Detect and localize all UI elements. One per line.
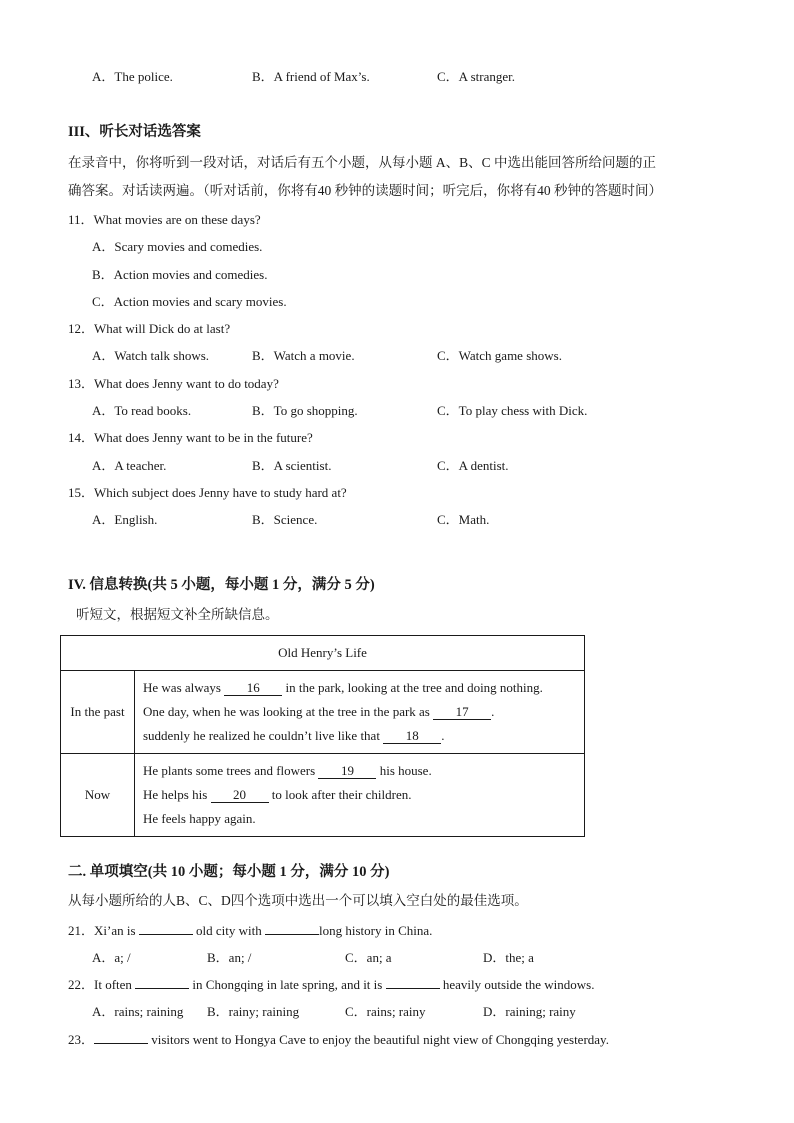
q12-option-a: A．Watch talk shows. (92, 348, 210, 363)
option-b: B．A friend of Max’s. (252, 69, 370, 84)
q15-option-b: B．Science. (252, 512, 318, 527)
q13-option-a: A．To read books. (92, 403, 192, 418)
text: . (441, 728, 445, 743)
past-line-2 (143, 700, 576, 724)
q12-option-c: C．Watch game shows. (437, 348, 562, 363)
section-3-instruction-2: 确答案。对话读两遍。（听对话前，你将有40 秒钟的读题时间；听完后，你将有40 秒钟的答题时间） (68, 183, 662, 198)
now-line-2 (143, 783, 576, 807)
option-a: A．The police. (92, 69, 173, 84)
past-label: In the past (61, 671, 135, 754)
q13-option-c: C．To play chess with Dick. (437, 403, 588, 418)
text: 22．It often (68, 977, 132, 992)
option-c: C．A stranger. (437, 69, 515, 84)
section-4-title: IV. 信息转换(共 5 小题，每小题 1 分，满分 5 分) (68, 577, 375, 593)
blank-21b (265, 934, 319, 935)
q21-option-a: A．a; / (92, 950, 131, 965)
q22-option-c: C．rains; rainy (345, 1004, 426, 1019)
text: 21．Xi’an is (68, 923, 136, 938)
blank-22b (386, 988, 440, 989)
text: to look after their children. (271, 787, 412, 802)
q22-option-a: A．rains; raining (92, 1004, 184, 1019)
section-4-instruction: 听短文，根据短文补全所缺信息。 (76, 607, 279, 622)
question-21 (68, 923, 432, 939)
question-15: 15．Which subject does Jenny have to study hard at? (68, 485, 347, 500)
past-line-3 (143, 724, 576, 748)
q15-option-a: A．English. (92, 512, 158, 527)
q14-option-a: A．A teacher. (92, 458, 167, 473)
text: long history in China. (319, 923, 433, 938)
text: in the park, looking at the tree and doing nothing. (285, 680, 543, 695)
text: old city with (196, 923, 262, 938)
text: He plants some trees and flowers (143, 763, 316, 778)
text: visitors went to Hongya Cave to enjoy the beautiful night view of Chongqing yesterday. (151, 1032, 609, 1047)
past-content (135, 671, 585, 754)
question-11: 11．What movies are on these days? (68, 212, 261, 227)
section-2-title: 二. 单项填空(共 10 小题；每小题 1 分，满分 10 分) (68, 864, 390, 880)
q11-option-a: A．Scary movies and comedies. (92, 239, 263, 254)
past-line-1 (143, 676, 576, 700)
section-2-instruction: 从每小题所给的人B、C、D四个选项中选出一个可以填入空白处的最佳选项。 (68, 893, 528, 908)
now-line-3: He feels happy again. (143, 811, 256, 826)
blank-23 (94, 1043, 148, 1044)
q15-option-c: C．Math. (437, 512, 490, 527)
text: 23． (68, 1032, 95, 1047)
section-3-instruction-1: 在录音中，你将听到一段对话，对话后有五个小题，从每小题 A、B、C 中选出能回答所给问题的正 (68, 155, 657, 170)
q21-option-c: C．an; a (345, 950, 392, 965)
q22-option-d: D．raining; rainy (483, 1004, 576, 1019)
now-content (135, 754, 585, 837)
q11-option-b: B．Action movies and comedies. (92, 267, 268, 282)
text: He was always (143, 680, 221, 695)
q13-option-b: B．To go shopping. (252, 403, 358, 418)
blank-22a (135, 988, 189, 989)
question-12: 12．What will Dick do at last? (68, 321, 231, 336)
text: his house. (379, 763, 432, 778)
q14-option-c: C．A dentist. (437, 458, 509, 473)
q21-option-b: B．an; / (207, 950, 252, 965)
q14-option-b: B．A scientist. (252, 458, 332, 473)
question-22 (68, 977, 595, 993)
blank-16: 16 (224, 681, 282, 696)
blank-18: 18 (383, 729, 441, 744)
table-title: Old Henry’s Life (61, 636, 585, 671)
text: . (491, 704, 495, 719)
text: He helps his (143, 787, 208, 802)
question-14: 14．What does Jenny want to be in the future? (68, 430, 313, 445)
info-table (60, 635, 585, 837)
now-line-1 (143, 759, 576, 783)
q12-option-b: B．Watch a movie. (252, 348, 355, 363)
text: in Chongqing in late spring, and it is (192, 977, 383, 992)
question-23 (68, 1032, 609, 1048)
blank-17: 17 (433, 705, 491, 720)
blank-20: 20 (211, 788, 269, 803)
q11-option-c: C．Action movies and scary movies. (92, 294, 287, 309)
text: suddenly he realized he couldn’t live like that (143, 728, 380, 743)
text: One day, when he was looking at the tree in the park as (143, 704, 430, 719)
blank-21a (139, 934, 193, 935)
blank-19: 19 (318, 764, 376, 779)
text: heavily outside the windows. (442, 977, 595, 992)
q21-option-d: D．the; a (483, 950, 534, 965)
section-3-title: III、听长对话选答案 (68, 124, 201, 140)
now-label: Now (61, 754, 135, 837)
question-13: 13．What does Jenny want to do today? (68, 376, 279, 391)
q22-option-b: B．rainy; raining (207, 1004, 300, 1019)
